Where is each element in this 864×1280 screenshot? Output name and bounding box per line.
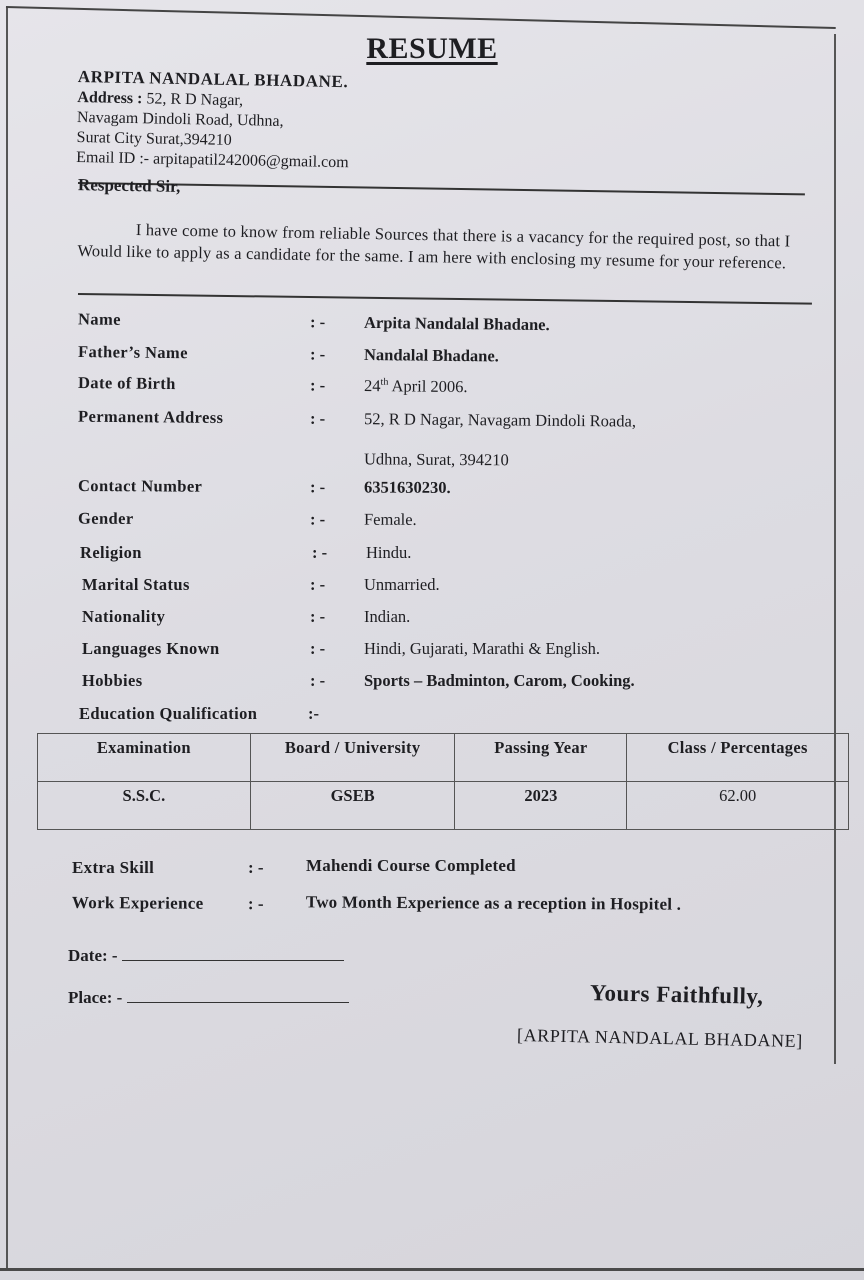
detail-value: Hindu. xyxy=(366,543,412,562)
dob-rest: April 2006. xyxy=(391,376,468,397)
work-experience-row xyxy=(71,892,832,914)
place-blank-line xyxy=(127,986,349,1003)
page-border-right xyxy=(834,34,836,1064)
detail-separator: : - xyxy=(310,575,326,594)
detail-label: Marital Status xyxy=(82,575,190,594)
signature-name: [ARPITA NANDALAL BHADANE] xyxy=(516,1025,804,1051)
detail-row-dob xyxy=(78,373,838,405)
intro-paragraph: I have come to know from reliable Sources that there is a vacancy for the required post, so that I Would like to apply as a candidate for the same. I am here with enclosing my resume for your reference. xyxy=(77,220,791,273)
dob-suffix: th xyxy=(380,376,389,388)
email-value: arpitapatil242006@gmail.com xyxy=(152,150,349,172)
table-row xyxy=(38,782,849,830)
detail-row-gender xyxy=(78,509,838,536)
work-experience-label: Work Experience xyxy=(71,893,204,913)
work-experience-value: Two Month Experience as a reception in Hospitel . xyxy=(305,892,682,914)
address-line-3: Surat City Surat,394210 xyxy=(76,128,232,149)
detail-separator: : - xyxy=(309,375,326,395)
education-table xyxy=(37,733,849,830)
detail-row-languages xyxy=(82,639,842,663)
detail-separator: : - xyxy=(309,477,326,497)
date-row xyxy=(68,944,344,966)
detail-separator: : - xyxy=(309,408,326,428)
detail-row-father xyxy=(78,342,838,374)
education-header-cell: Class / Percentages xyxy=(627,734,849,782)
detail-row-address-cont xyxy=(78,447,838,476)
detail-separator: : - xyxy=(309,344,326,364)
extra-skill-value: Mahendi Course Completed xyxy=(306,856,516,875)
resume-title xyxy=(0,32,864,66)
detail-row-hobbies xyxy=(82,671,842,695)
detail-label: Gender xyxy=(77,508,134,528)
detail-row-religion xyxy=(80,543,840,567)
education-header-cell: Board / University xyxy=(250,734,455,782)
detail-value: 6351630230. xyxy=(363,477,451,497)
date-blank-line xyxy=(122,944,344,961)
header-rule xyxy=(78,182,805,195)
detail-label: Contact Number xyxy=(77,476,203,496)
detail-row-nationality xyxy=(82,607,842,631)
education-cell: 62.00 xyxy=(627,782,849,830)
detail-label: Languages Known xyxy=(82,639,220,658)
detail-value: Female. xyxy=(363,509,417,529)
extra-skill-separator: : - xyxy=(248,858,264,877)
education-header-cell: Examination xyxy=(38,734,251,782)
work-experience-separator: : - xyxy=(247,894,264,914)
detail-separator: : - xyxy=(310,607,326,626)
closing-text: Yours Faithfully, xyxy=(589,980,764,1009)
detail-separator: : - xyxy=(310,639,326,658)
detail-label: Permanent Address xyxy=(77,406,224,427)
education-cell: 2023 xyxy=(455,782,627,830)
detail-separator: : - xyxy=(310,671,326,690)
detail-label: Religion xyxy=(80,543,142,562)
detail-row-address xyxy=(78,407,838,438)
detail-value: Sports – Badminton, Carom, Cooking. xyxy=(364,671,635,690)
education-separator: :- xyxy=(308,704,319,723)
extra-skill-label: Extra Skill xyxy=(72,858,155,877)
address-line-2: Navagam Dindoli Road, Udhna, xyxy=(76,108,284,130)
detail-label: Name xyxy=(77,309,122,329)
detail-value: Arpita Nandalal Bhadane. xyxy=(363,312,550,335)
detail-value xyxy=(364,376,468,397)
intro-rule xyxy=(78,293,812,305)
page-border-left xyxy=(6,8,8,1270)
education-header-row xyxy=(38,734,849,782)
detail-value: Udhna, Surat, 394210 xyxy=(363,449,509,470)
greeting: Respected Sir, xyxy=(77,175,181,196)
applicant-header xyxy=(76,66,798,182)
page-border-bottom xyxy=(0,1268,864,1271)
education-label: Education Qualification xyxy=(79,704,258,723)
detail-value: Hindi, Gujarati, Marathi & English. xyxy=(364,639,601,658)
detail-separator: : - xyxy=(312,543,328,562)
detail-label: Date of Birth xyxy=(77,373,176,394)
detail-row-name xyxy=(78,309,838,342)
detail-value: Nandalal Bhadane. xyxy=(363,345,499,366)
detail-label: Hobbies xyxy=(82,671,143,690)
education-cell: GSEB xyxy=(250,782,455,830)
education-header-cell: Passing Year xyxy=(455,734,627,782)
detail-value: 52, R D Nagar, Navagam Dindoli Roada, xyxy=(363,409,637,431)
address-label: Address : xyxy=(77,88,143,108)
email-label: Email ID :- xyxy=(76,148,150,168)
address-street: 52, R D Nagar, xyxy=(146,90,244,110)
detail-separator: : - xyxy=(309,312,326,332)
page-border-top xyxy=(6,6,836,29)
detail-row-contact xyxy=(78,476,838,504)
detail-label: Father’s Name xyxy=(77,342,188,363)
detail-value: Indian. xyxy=(364,607,411,626)
resume-title-text: RESUME xyxy=(366,32,498,65)
place-row xyxy=(68,986,349,1008)
dob-day: 24 xyxy=(363,376,381,396)
date-label: Date: - xyxy=(68,946,118,965)
detail-value: Unmarried. xyxy=(364,575,440,594)
place-label: Place: - xyxy=(68,988,123,1007)
detail-label: Nationality xyxy=(82,607,166,626)
education-cell: S.S.C. xyxy=(38,782,251,830)
applicant-name: ARPITA NANDALAL BHADANE. xyxy=(77,66,349,92)
detail-separator: : - xyxy=(309,509,326,529)
detail-row-marital xyxy=(82,575,842,599)
